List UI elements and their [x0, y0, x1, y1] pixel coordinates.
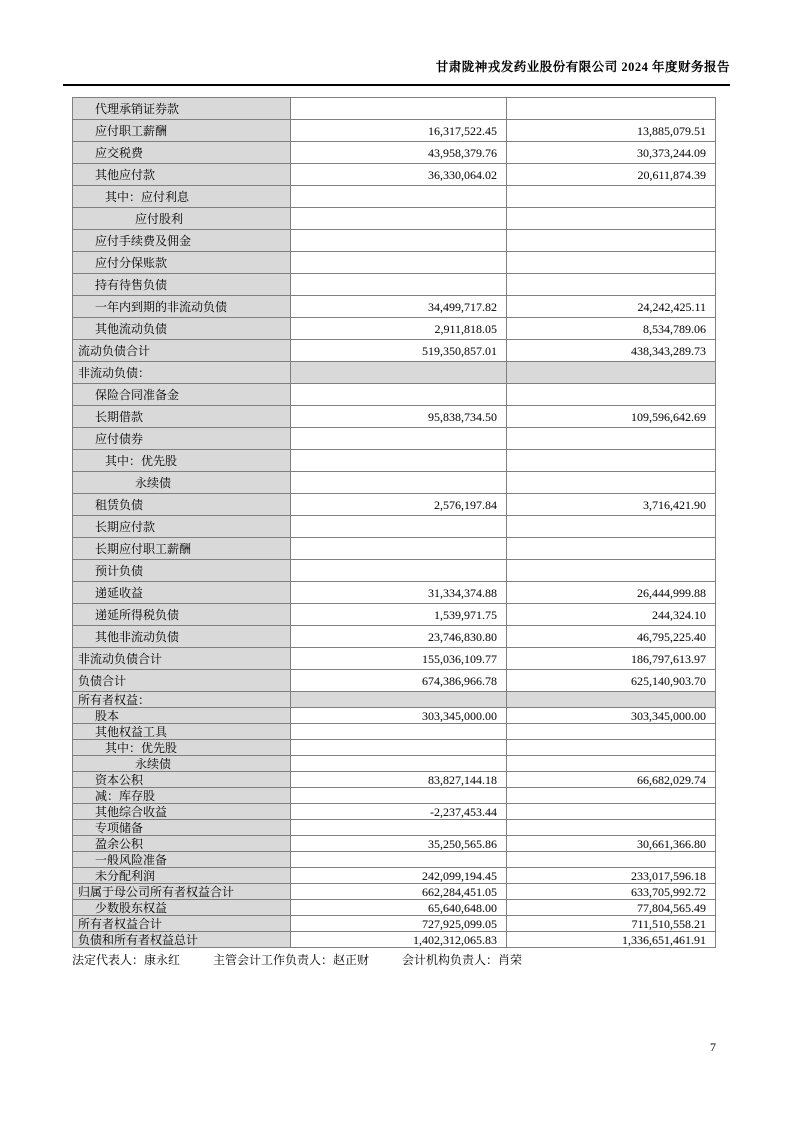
legal-representative: 法定代表人：康永红 [72, 953, 181, 967]
row-label-cell: 保险合同准备金 [73, 384, 291, 406]
table-row [73, 932, 716, 948]
current-period-value-cell [291, 724, 507, 740]
prior-period-value-cell: 30,661,366.80 [507, 836, 716, 852]
row-label-cell: 长期借款 [73, 406, 291, 428]
row-label-cell: 递延收益 [73, 582, 291, 604]
prior-period-value-cell: 46,795,225.40 [507, 626, 716, 648]
row-label-cell: 归属于母公司所有者权益合计 [73, 884, 291, 900]
current-period-value-cell [291, 186, 507, 208]
table-row [73, 868, 716, 884]
prior-period-value-cell [507, 820, 716, 836]
row-label-cell: 其他流动负债 [73, 318, 291, 340]
current-period-value-cell [291, 252, 507, 274]
balance-sheet-body [73, 98, 716, 948]
table-row [73, 604, 716, 626]
prior-period-value-cell [507, 516, 716, 538]
table-row [73, 406, 716, 428]
row-label-cell: 所有者权益： [73, 692, 291, 708]
table-row [73, 626, 716, 648]
row-label-cell: 未分配利润 [73, 868, 291, 884]
prior-period-value-cell [507, 692, 716, 708]
prior-period-value-cell: 438,343,289.73 [507, 340, 716, 362]
row-label-cell: 非流动负债合计 [73, 648, 291, 670]
prior-period-value-cell: 24,242,425.11 [507, 296, 716, 318]
row-label-cell: 代理承销证券款 [73, 98, 291, 120]
prior-period-value-cell: 77,804,565.49 [507, 900, 716, 916]
prior-period-value-cell: 26,444,999.88 [507, 582, 716, 604]
prior-period-value-cell: 303,345,000.00 [507, 708, 716, 724]
current-period-value-cell [291, 538, 507, 560]
row-label-cell: 股本 [73, 708, 291, 724]
current-period-value-cell: 242,099,194.45 [291, 868, 507, 884]
prior-period-value-cell [507, 756, 716, 772]
prior-period-value-cell: 66,682,029.74 [507, 772, 716, 788]
row-label-cell: 所有者权益合计 [73, 916, 291, 932]
table-row [73, 340, 716, 362]
current-period-value-cell [291, 788, 507, 804]
prior-period-value-cell [507, 428, 716, 450]
table-row [73, 208, 716, 230]
table-row [73, 472, 716, 494]
prior-period-value-cell [507, 450, 716, 472]
row-label-cell: 少数股东权益 [73, 900, 291, 916]
row-label-cell: 永续债 [73, 756, 291, 772]
current-period-value-cell: 31,334,374.88 [291, 582, 507, 604]
current-period-value-cell: 2,911,818.05 [291, 318, 507, 340]
table-row [73, 318, 716, 340]
table-row [73, 692, 716, 708]
current-period-value-cell: 519,350,857.01 [291, 340, 507, 362]
prior-period-value-cell [507, 740, 716, 756]
row-label-cell: 应付分保账款 [73, 252, 291, 274]
current-period-value-cell: 1,402,312,065.83 [291, 932, 507, 948]
table-row [73, 916, 716, 932]
prior-period-value-cell: 711,510,558.21 [507, 916, 716, 932]
table-row [73, 538, 716, 560]
prior-period-value-cell: 244,324.10 [507, 604, 716, 626]
row-label-cell: 非流动负债： [73, 362, 291, 384]
current-period-value-cell: 16,317,522.45 [291, 120, 507, 142]
accounting-department-head: 会计机构负责人：肖荣 [402, 953, 523, 967]
table-row [73, 670, 716, 692]
prior-period-value-cell: 109,596,642.69 [507, 406, 716, 428]
row-label-cell: 预计负债 [73, 560, 291, 582]
current-period-value-cell: 83,827,144.18 [291, 772, 507, 788]
prior-period-value-cell [507, 208, 716, 230]
current-period-value-cell [291, 472, 507, 494]
row-label-cell: 盈余公积 [73, 836, 291, 852]
table-row [73, 230, 716, 252]
table-row [73, 900, 716, 916]
table-row [73, 296, 716, 318]
table-row [73, 836, 716, 852]
table-row [73, 274, 716, 296]
table-row [73, 186, 716, 208]
prior-period-value-cell: 625,140,903.70 [507, 670, 716, 692]
current-period-value-cell: 95,838,734.50 [291, 406, 507, 428]
prior-period-value-cell [507, 230, 716, 252]
table-row [73, 164, 716, 186]
row-label-cell: 流动负债合计 [73, 340, 291, 362]
table-row [73, 428, 716, 450]
current-period-value-cell: 36,330,064.02 [291, 164, 507, 186]
row-label-cell: 其他非流动负债 [73, 626, 291, 648]
table-row [73, 120, 716, 142]
current-period-value-cell [291, 516, 507, 538]
prior-period-value-cell: 233,017,596.18 [507, 868, 716, 884]
table-row [73, 852, 716, 868]
prior-period-value-cell [507, 724, 716, 740]
prior-period-value-cell [507, 560, 716, 582]
row-label-cell: 长期应付职工薪酬 [73, 538, 291, 560]
row-label-cell: 应付债券 [73, 428, 291, 450]
current-period-value-cell: 727,925,099.05 [291, 916, 507, 932]
row-label-cell: 应交税费 [73, 142, 291, 164]
current-period-value-cell [291, 98, 507, 120]
current-period-value-cell [291, 384, 507, 406]
report-header-title: 甘肃陇神戎发药业股份有限公司 2024 年度财务报告 [435, 60, 730, 74]
row-label-cell: 一般风险准备 [73, 852, 291, 868]
table-row [73, 648, 716, 670]
row-label-cell: 其他权益工具 [73, 724, 291, 740]
row-label-cell: 租赁负债 [73, 494, 291, 516]
prior-period-value-cell [507, 252, 716, 274]
current-period-value-cell: 303,345,000.00 [291, 708, 507, 724]
row-label-cell: 负债和所有者权益总计 [73, 932, 291, 948]
prior-period-value-cell [507, 804, 716, 820]
current-period-value-cell: 155,036,109.77 [291, 648, 507, 670]
current-period-value-cell [291, 428, 507, 450]
signature-line [72, 951, 522, 968]
current-period-value-cell [291, 560, 507, 582]
current-period-value-cell [291, 740, 507, 756]
prior-period-value-cell: 13,885,079.51 [507, 120, 716, 142]
row-label-cell: 减：库存股 [73, 788, 291, 804]
current-period-value-cell [291, 756, 507, 772]
current-period-value-cell: 65,640,648.00 [291, 900, 507, 916]
current-period-value-cell [291, 852, 507, 868]
prior-period-value-cell: 633,705,992.72 [507, 884, 716, 900]
prior-period-value-cell: 20,611,874.39 [507, 164, 716, 186]
row-label-cell: 应付股利 [73, 208, 291, 230]
row-label-cell: 其中：应付利息 [73, 186, 291, 208]
table-row [73, 788, 716, 804]
page-number: 7 [710, 1040, 716, 1054]
prior-period-value-cell: 1,336,651,461.91 [507, 932, 716, 948]
table-row [73, 772, 716, 788]
table-row [73, 142, 716, 164]
row-label-cell: 应付手续费及佣金 [73, 230, 291, 252]
prior-period-value-cell [507, 788, 716, 804]
table-row [73, 560, 716, 582]
row-label-cell: 永续债 [73, 472, 291, 494]
row-label-cell: 其他综合收益 [73, 804, 291, 820]
row-label-cell: 长期应付款 [73, 516, 291, 538]
row-label-cell: 其中：优先股 [73, 740, 291, 756]
table-row [73, 252, 716, 274]
header-divider-rule [63, 84, 730, 86]
current-period-value-cell [291, 274, 507, 296]
current-period-value-cell: -2,237,453.44 [291, 804, 507, 820]
table-row [73, 494, 716, 516]
prior-period-value-cell: 30,373,244.09 [507, 142, 716, 164]
row-label-cell: 持有待售负债 [73, 274, 291, 296]
table-row [73, 884, 716, 900]
current-period-value-cell [291, 230, 507, 252]
prior-period-value-cell [507, 384, 716, 406]
current-period-value-cell [291, 450, 507, 472]
current-period-value-cell: 23,746,830.80 [291, 626, 507, 648]
prior-period-value-cell: 8,534,789.06 [507, 318, 716, 340]
balance-sheet-table [72, 97, 716, 948]
row-label-cell: 一年内到期的非流动负债 [73, 296, 291, 318]
prior-period-value-cell [507, 852, 716, 868]
current-period-value-cell [291, 362, 507, 384]
row-label-cell: 应付职工薪酬 [73, 120, 291, 142]
row-label-cell: 专项储备 [73, 820, 291, 836]
current-period-value-cell [291, 692, 507, 708]
prior-period-value-cell [507, 98, 716, 120]
chief-accounting-officer: 主管会计工作负责人：赵正财 [213, 953, 370, 967]
row-label-cell: 其中：优先股 [73, 450, 291, 472]
current-period-value-cell [291, 820, 507, 836]
table-row [73, 384, 716, 406]
table-row [73, 724, 716, 740]
table-row [73, 582, 716, 604]
table-row [73, 516, 716, 538]
prior-period-value-cell [507, 186, 716, 208]
prior-period-value-cell [507, 362, 716, 384]
prior-period-value-cell [507, 472, 716, 494]
table-row [73, 740, 716, 756]
table-row [73, 362, 716, 384]
prior-period-value-cell: 3,716,421.90 [507, 494, 716, 516]
current-period-value-cell: 662,284,451.05 [291, 884, 507, 900]
prior-period-value-cell [507, 274, 716, 296]
table-row [73, 708, 716, 724]
current-period-value-cell: 1,539,971.75 [291, 604, 507, 626]
current-period-value-cell: 34,499,717.82 [291, 296, 507, 318]
table-row [73, 820, 716, 836]
current-period-value-cell: 674,386,966.78 [291, 670, 507, 692]
prior-period-value-cell: 186,797,613.97 [507, 648, 716, 670]
table-row [73, 804, 716, 820]
current-period-value-cell [291, 208, 507, 230]
row-label-cell: 资本公积 [73, 772, 291, 788]
row-label-cell: 负债合计 [73, 670, 291, 692]
row-label-cell: 其他应付款 [73, 164, 291, 186]
current-period-value-cell: 35,250,565.86 [291, 836, 507, 852]
prior-period-value-cell [507, 538, 716, 560]
table-row [73, 98, 716, 120]
row-label-cell: 递延所得税负债 [73, 604, 291, 626]
current-period-value-cell: 43,958,379.76 [291, 142, 507, 164]
table-row [73, 450, 716, 472]
table-row [73, 756, 716, 772]
current-period-value-cell: 2,576,197.84 [291, 494, 507, 516]
